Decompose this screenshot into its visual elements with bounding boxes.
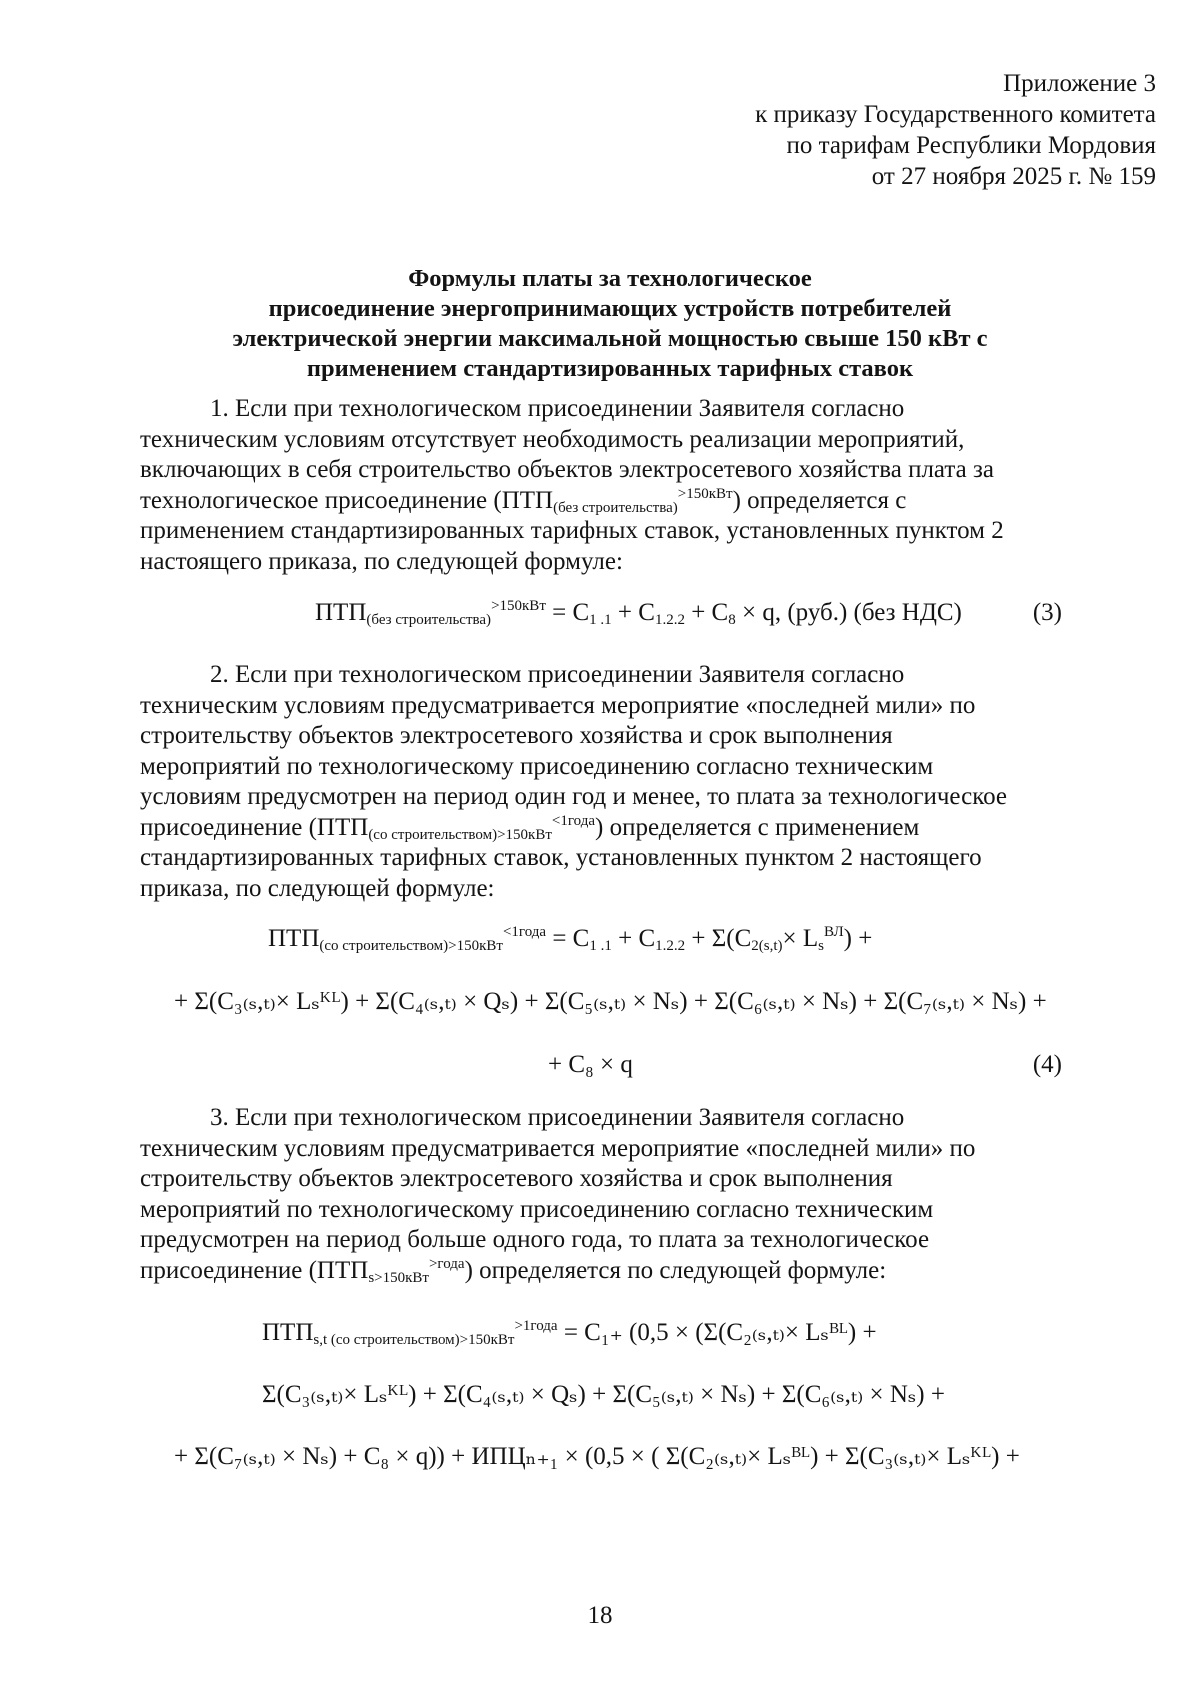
- formula-text: × q, (руб.) (без НДС): [735, 599, 962, 626]
- formula-text: ПТП: [315, 599, 367, 626]
- formula-4-row-1: [268, 924, 872, 954]
- text: присоединение (ПТП: [140, 813, 369, 841]
- subscript: s,t (со строительством)>150кВт: [313, 1332, 515, 1348]
- superscript: <1года: [551, 812, 595, 829]
- para-line: [140, 486, 1076, 517]
- formula-text: ПТП: [262, 1319, 314, 1346]
- para-line: условиям предусмотрен на период один год и менее, то плата за технологическое: [140, 783, 1008, 810]
- subscript: (без строительства): [366, 612, 492, 628]
- para-line: 2. Если при технологическом присоединении Заявителя согласно: [210, 661, 905, 688]
- para-line: приказа, по следующей формуле:: [140, 874, 495, 902]
- title-line: электрической энергии максимальной мощностью свыше 150 кВт с: [232, 325, 988, 352]
- formula-text: + C₈ × q: [548, 1051, 633, 1078]
- para-line: техническим условиям предусматривается мероприятие «последней мили» по: [140, 691, 976, 719]
- formula-3: [315, 598, 1062, 628]
- para-line: [140, 1256, 1076, 1287]
- appendix-line: к приказу Государственного комитета: [755, 101, 1156, 128]
- formula-text: = C: [545, 599, 590, 626]
- subscript: 8: [728, 612, 736, 628]
- para-line: техническим условиям предусматривается мероприятие «последней мили» по: [140, 1134, 976, 1162]
- paragraph-2: [140, 660, 1076, 904]
- para-line: предусмотрен на период больше одного года, то плата за технологическое: [140, 1226, 930, 1253]
- title-line: применением стандартизированных тарифных ставок: [306, 355, 914, 382]
- formula-text: + Σ(C: [685, 925, 752, 952]
- subscript: 1.2.2: [655, 938, 686, 954]
- paragraph-1: [140, 394, 1076, 577]
- para-line: стандартизированных тарифных ставок, установленных пунктом 2 настоящего: [140, 844, 982, 871]
- formula-5-row-2: Σ(C₃₍ₛ,ₜ₎× Lₛᴷᴸ) + Σ(C₄₍ₛ,ₜ₎ × Qₛ) + Σ(C₅₍ₛ,ₜ₎ × Nₛ) + Σ(C₆₍ₛ,ₜ₎ × Nₛ) +: [262, 1381, 945, 1408]
- appendix-line: по тарифам Республики Мордовия: [786, 132, 1156, 159]
- para-line: 1. Если при технологическом присоединении Заявителя согласно: [210, 395, 905, 422]
- superscript: ВЛ: [824, 924, 844, 940]
- text: ) определяется по следующей формуле:: [464, 1256, 887, 1284]
- formula-number: (4): [1032, 1051, 1062, 1078]
- page-number: 18: [587, 1602, 613, 1629]
- title-line: Формулы платы за технологическое: [408, 265, 812, 292]
- formula-4-row-2: + Σ(C₃₍ₛ,ₜ₎× Lₛᴷᴸ) + Σ(C₄₍ₛ,ₜ₎ × Qₛ) + Σ(C₅₍ₛ,ₜ₎ × Nₛ) + Σ(C₆₍ₛ,ₜ₎ × Nₛ) + Σ(C₇₍ₛ,ₜ₎ × Nₛ) +: [174, 988, 1047, 1015]
- para-line: техническим условиям отсутствует необходимость реализации мероприятий,: [140, 425, 965, 453]
- text: присоединение (ПТП: [140, 1256, 369, 1284]
- para-line: мероприятий по технологическому присоединению согласно техническим: [140, 752, 934, 780]
- appendix-header: [755, 68, 1156, 192]
- text: технологическое присоединение (ПТП: [140, 486, 554, 514]
- para-line: мероприятий по технологическому присоединению согласно техническим: [140, 1195, 934, 1223]
- formula-5-row-1: [262, 1318, 877, 1348]
- text: ) определяется с: [732, 486, 907, 514]
- superscript: >150кВт: [491, 598, 546, 614]
- formula-text: + C: [611, 599, 655, 626]
- subscript: 1.2.2: [654, 612, 685, 628]
- para-line: строительству объектов электросетевого хозяйства и срок выполнения: [140, 722, 893, 749]
- subscript: s>150кВт: [368, 1269, 429, 1286]
- superscript: <1года: [502, 924, 547, 940]
- formula-text: + C: [684, 599, 729, 626]
- text: ) определяется с применением: [595, 813, 920, 841]
- subscript: 1 .1: [589, 938, 612, 954]
- formula-text: ПТП: [268, 925, 320, 952]
- formula-text: × L: [782, 925, 819, 952]
- para-line: применением стандартизированных тарифных ставок, установленных пунктом 2: [140, 517, 1004, 544]
- superscript: >150кВт: [677, 485, 733, 502]
- superscript: >года: [428, 1255, 465, 1272]
- para-line: настоящего приказа, по следующей формуле:: [140, 547, 623, 575]
- formula-text: = C: [546, 925, 590, 952]
- paragraph-3: [140, 1103, 1076, 1286]
- formula-4-row-3: [548, 1050, 1062, 1080]
- appendix-line: от 27 ноября 2025 г. № 159: [871, 163, 1156, 190]
- formula-text: = C₁₊ (0,5 × (Σ(C₂₍ₛ,ₜ₎× Lₛᴮᴸ) +: [557, 1319, 877, 1346]
- formula-text: ) +: [843, 925, 873, 952]
- subscript: (со строительством)>150кВт: [319, 938, 503, 954]
- formula-5-row-3: + Σ(C₇₍ₛ,ₜ₎ × Nₛ) + C₈ × q)) + ИПЦₙ₊₁ × (0,5 × ( Σ(C₂₍ₛ,ₜ₎× Lₛᴮᴸ) + Σ(C₃₍ₛ,ₜ₎× Lₛᴷᴸ) +: [174, 1443, 1020, 1470]
- formula-number: (3): [1032, 599, 1062, 626]
- para-line: [140, 813, 1076, 844]
- subscript: 1 .1: [589, 612, 612, 628]
- title-line: присоединение энергопринимающих устройств потребителей: [268, 295, 952, 322]
- superscript: >1года: [514, 1318, 558, 1334]
- subscript: 2(s,t): [751, 938, 783, 954]
- para-line: включающих в себя строительство объектов электросетевого хозяйства плата за: [140, 456, 994, 483]
- subscript: (без строительства): [553, 499, 678, 516]
- para-line: 3. Если при технологическом присоединении Заявителя согласно: [210, 1104, 905, 1131]
- subscript: s: [818, 938, 825, 954]
- appendix-line: Приложение 3: [1003, 70, 1156, 97]
- subscript: (со строительством)>150кВт: [368, 826, 552, 843]
- formula-text: + C: [611, 925, 656, 952]
- para-line: строительству объектов электросетевого хозяйства и срок выполнения: [140, 1165, 893, 1192]
- document-title: [140, 264, 1080, 384]
